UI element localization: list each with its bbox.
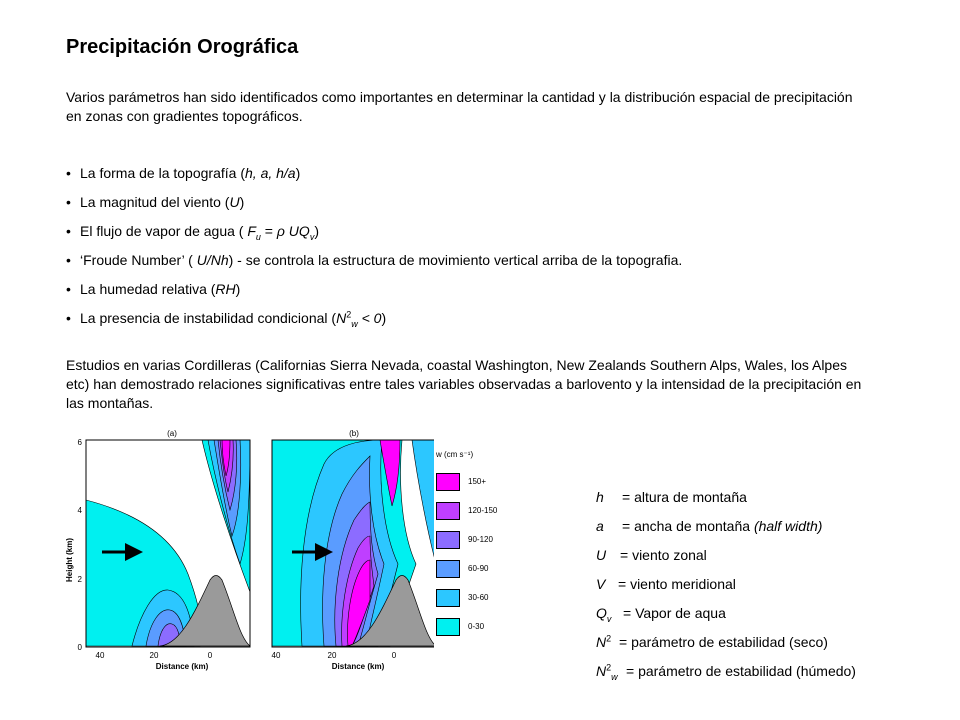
legend-subscript: v [606, 613, 612, 624]
list-item-vars: U/Nh [196, 252, 229, 268]
y-axis-label: Height (km) [65, 538, 74, 582]
scale-label: 60-90 [468, 564, 489, 573]
list-item-end: ) [295, 165, 301, 181]
bullet-icon: • [66, 281, 71, 297]
x-tick-label: 0 [391, 651, 397, 660]
scale-label: 30-60 [468, 593, 489, 602]
velocity-scale-title: w (cm s⁻¹) [436, 450, 474, 459]
scale-item [436, 525, 497, 554]
bullet-icon: • [66, 223, 71, 239]
n-superscript: 2 [346, 309, 352, 320]
list-item [66, 162, 682, 191]
legend-item [596, 631, 856, 660]
legend-text: = viento meridional [618, 576, 736, 592]
rho-symbol: ρ [276, 223, 285, 239]
legend-item [596, 486, 856, 515]
list-item-end: ) - se controla la estructura de movimiento vertical arriba de la topografia. [228, 252, 683, 268]
legend-symbol: Q [596, 605, 607, 621]
legend-item [596, 544, 856, 573]
scale-item [436, 612, 497, 641]
list-item-end: ) [381, 310, 387, 326]
list-item-text: ‘Froude Number’ ( [80, 252, 197, 268]
legend-text: = parámetro de estabilidad (húmedo) [626, 663, 856, 679]
x-tick-label: 20 [149, 651, 159, 660]
uq-symbol: UQ [284, 223, 310, 239]
legend-item [596, 602, 856, 631]
legend-symbol-n2w [596, 660, 626, 682]
n-subscript: w [351, 318, 358, 329]
list-item-text: La humedad relativa ( [80, 281, 216, 297]
x-axis-label: Distance (km) [155, 662, 209, 671]
list-item [66, 278, 682, 307]
list-item-text: La magnitud del viento ( [80, 194, 230, 210]
x-tick-label: 20 [327, 651, 337, 660]
x-axis-label: Distance (km) [331, 662, 385, 671]
list-item [66, 191, 682, 220]
scale-swatch [436, 502, 460, 520]
scale-swatch [436, 560, 460, 578]
list-item [66, 220, 682, 249]
scale-swatch [436, 618, 460, 636]
list-item-end: ) [239, 194, 245, 210]
scale-label: 90-120 [468, 535, 493, 544]
scale-item [436, 554, 497, 583]
list-item [66, 249, 682, 278]
less-than-zero: < 0 [357, 310, 382, 326]
legend-symbol: N [596, 663, 607, 679]
legend-text: = ancha de montaña [622, 518, 754, 534]
bullet-icon: • [66, 252, 71, 268]
scale-swatch [436, 473, 460, 491]
scale-swatch [436, 531, 460, 549]
legend-text: = parámetro de estabilidad (seco) [619, 634, 828, 650]
y-tick-label: 2 [77, 575, 82, 584]
panel-b-label: (b) [349, 429, 359, 438]
scale-item [436, 496, 497, 525]
legend-superscript: 2 [606, 633, 612, 644]
legend-text: = Vapor de aqua [623, 605, 726, 621]
bullet-icon: • [66, 310, 71, 326]
legend-subscript: w [611, 671, 618, 682]
scale-swatch [436, 589, 460, 607]
panel-b-plot [272, 440, 434, 647]
scale-label: 0-30 [468, 622, 485, 631]
list-item-end: ) [314, 223, 319, 239]
legend-item [596, 573, 856, 602]
y-tick-label: 4 [77, 506, 82, 515]
list-item [66, 307, 682, 336]
list-item-vars: U [229, 194, 240, 210]
legend-symbol: h [596, 489, 604, 505]
scale-label: 150+ [468, 477, 487, 486]
panel-a-plot [86, 440, 250, 647]
y-tick-label: 0 [77, 643, 82, 652]
list-item-end: ) [235, 281, 241, 297]
velocity-scale [436, 450, 497, 641]
orographic-flow-figure [62, 424, 434, 672]
list-item-vars: RH [215, 281, 236, 297]
legend-symbol: V [596, 576, 606, 592]
studies-paragraph: Estudios en varias Cordilleras (Californias Sierra Nevada, coastal Washington, New Zealands Southern Alps, Wales, los Alpes etc) han demostrado relaciones significativas entre tales variables observadas a barlovento y la intensidad de la precipitación en las montañas. [66, 357, 862, 411]
list-item-text: La forma de la topografía ( [80, 165, 245, 181]
bullet-icon: • [66, 165, 71, 181]
list-item-text: La presencia de instabilidad condicional ( [80, 310, 337, 326]
legend-symbol: N [596, 634, 607, 650]
x-tick-label: 0 [207, 651, 213, 660]
y-tick-label: 6 [77, 438, 82, 447]
legend-symbol: a [596, 518, 604, 534]
list-item-vars: h, a, h/a [245, 165, 296, 181]
page-title: Precipitación Orográfica [66, 36, 299, 58]
parameter-list [66, 162, 682, 336]
flux-subscript: u [255, 231, 261, 242]
legend-symbol: U [596, 547, 607, 563]
bullet-icon: • [66, 194, 71, 210]
intro-paragraph: Varios parámetros han sido identificados como importantes en determinar la cantidad y la distribución espacial de precipitación en zonas con gradientes topográficos. [66, 89, 853, 124]
legend-symbol-n2 [596, 631, 619, 653]
variable-legend [596, 486, 856, 689]
equals-sign: = [260, 223, 277, 239]
scale-label: 120-150 [468, 506, 498, 515]
list-item-text: El flujo de vapor de agua ( [80, 223, 248, 239]
n-symbol: N [336, 310, 347, 326]
uq-subscript: v [309, 231, 315, 242]
scale-item [436, 467, 497, 496]
legend-text: = altura de montaña [622, 489, 747, 505]
legend-item [596, 660, 856, 689]
flux-symbol: F [247, 223, 256, 239]
scale-item [436, 583, 497, 612]
x-tick-label: 40 [271, 651, 281, 660]
legend-text: = viento zonal [620, 547, 707, 563]
legend-note: (half width) [753, 518, 823, 534]
legend-symbol-qv [596, 602, 623, 624]
panel-a-label: (a) [167, 429, 177, 438]
legend-item [596, 515, 856, 544]
x-tick-label: 40 [95, 651, 105, 660]
legend-superscript: 2 [606, 662, 612, 673]
